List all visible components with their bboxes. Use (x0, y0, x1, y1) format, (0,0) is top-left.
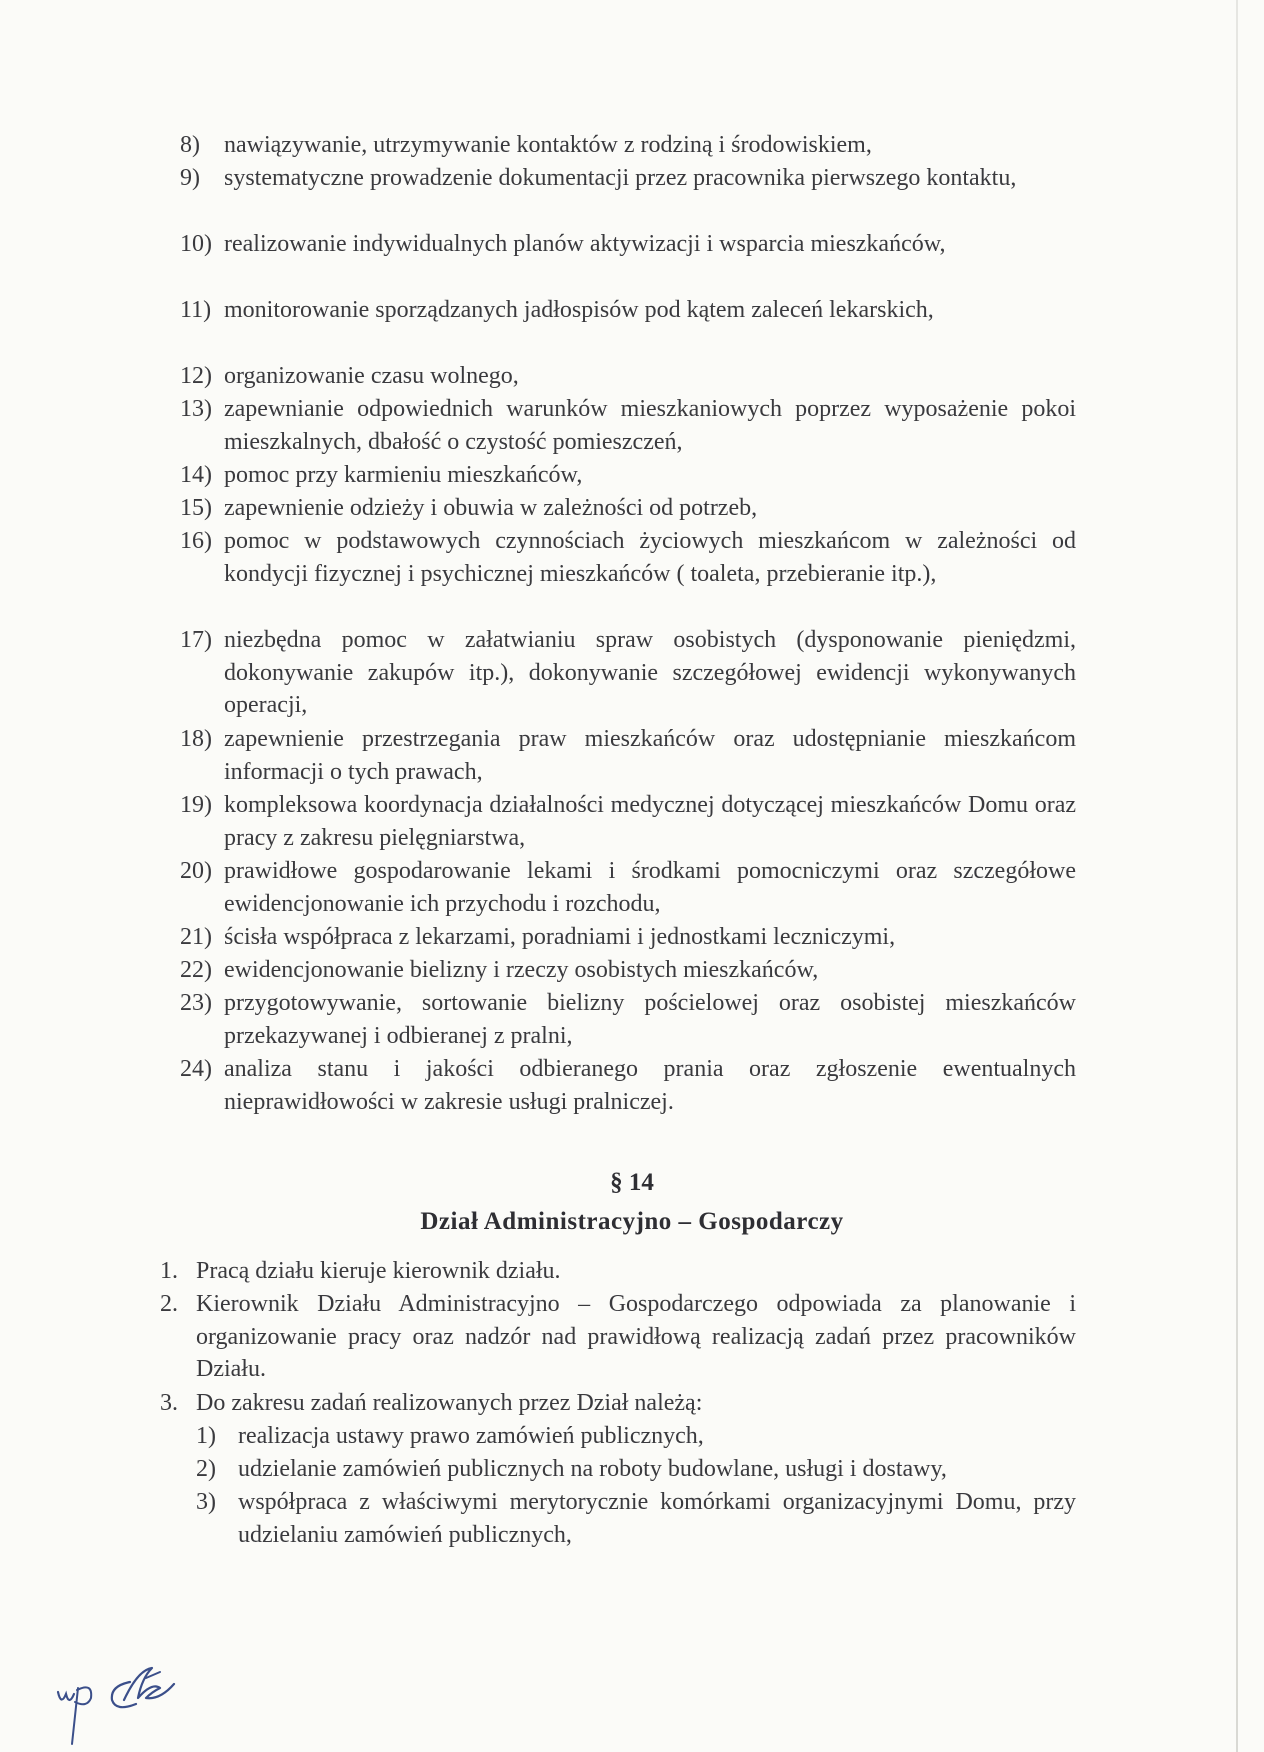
list-item (180, 360, 1076, 393)
list-item (180, 723, 1076, 789)
section-points (160, 1255, 1076, 1420)
list-item-text: przygotowywanie, sortowanie bielizny pościelowej oraz osobistej mieszkańców przekazywanej i odbieranej z pralni, (224, 990, 1076, 1049)
section-point-number: 1. (160, 1258, 178, 1284)
list-item-number: 15) (180, 495, 212, 521)
list-item-number: 23) (180, 990, 212, 1016)
list-item-number: 8) (180, 132, 200, 158)
subpoint-text: realizacja ustawy prawo zamówień publicznych, (238, 1423, 704, 1449)
list-item (180, 1053, 1076, 1119)
list-item (180, 294, 1076, 360)
list-item (180, 459, 1076, 492)
list-item-text: prawidłowe gospodarowanie lekami i środkami pomocniczymi oraz szczegółowe ewidencjonowanie ich przychodu i rozchodu, (224, 858, 1076, 917)
list-item (180, 393, 1076, 459)
list-item-text: zapewnienie odzieży i obuwia w zależności od potrzeb, (224, 495, 758, 521)
list-item-number: 16) (180, 528, 212, 554)
list-item-number: 13) (180, 396, 212, 422)
list-item-number: 17) (180, 627, 212, 653)
list-item (180, 162, 1076, 228)
list-item-text: kompleksowa koordynacja działalności medycznej dotyczącej mieszkańców Domu oraz pracy z zakresu pielęgniarstwa, (224, 792, 1076, 851)
list-item (180, 987, 1076, 1053)
list-item-number: 21) (180, 924, 212, 950)
section-number: § 14 (610, 1169, 654, 1196)
section-point (160, 1288, 1076, 1387)
list-item-text: realizowanie indywidualnych planów aktywizacji i wsparcia mieszkańców, (224, 231, 946, 257)
list-item-number: 19) (180, 792, 212, 818)
list-item (180, 525, 1076, 624)
list-item (180, 129, 1076, 162)
list-item (180, 624, 1076, 723)
subpoint (196, 1453, 1076, 1486)
list-item-number: 9) (180, 165, 200, 191)
handwritten-initials (52, 1660, 202, 1750)
list-item-number: 24) (180, 1056, 212, 1082)
list-item-text: systematyczne prowadzenie dokumentacji przez pracownika pierwszego kontaktu, (224, 165, 1017, 191)
list-item (180, 855, 1076, 921)
section-point-number: 2. (160, 1291, 178, 1317)
list-item-text: ewidencjonowanie bielizny i rzeczy osobistych mieszkańców, (224, 957, 819, 983)
list-item-number: 20) (180, 858, 212, 884)
section-point-text: Pracą działu kieruje kierownik działu. (196, 1258, 561, 1284)
subpoint-text: współpraca z właściwymi merytorycznie komórkami organizacyjnymi Domu, przy udzielaniu zamówień publicznych, (238, 1489, 1076, 1548)
list-item-text: zapewnianie odpowiednich warunków mieszkaniowych poprzez wyposażenie pokoi mieszkalnych, dbałość o czystość pomieszczeń, (224, 396, 1076, 455)
list-item-text: nawiązywanie, utrzymywanie kontaktów z rodziną i środowiskiem, (224, 132, 872, 158)
list-item-number: 11) (180, 297, 212, 323)
list-item-number: 18) (180, 726, 212, 752)
list-item-text: analiza stanu i jakości odbieranego prania oraz zgłoszenie ewentualnych nieprawidłowości w zakresie usługi pralniczej. (224, 1056, 1076, 1115)
subpoint (196, 1486, 1076, 1552)
list-item-text: niezbędna pomoc w załatwianiu spraw osobistych (dysponowanie pieniędzmi, dokonywanie zakupów itp.), dokonywanie szczegółowej ewidencji wykonywanych operacji, (224, 627, 1076, 718)
section-point (160, 1255, 1076, 1288)
list-item-number: 12) (180, 363, 212, 389)
list-item-number: 22) (180, 957, 212, 983)
list-item (180, 954, 1076, 987)
subpoint-number: 3) (196, 1489, 216, 1515)
list-item-number: 10) (180, 231, 212, 257)
section-title: Dział Administracyjno – Gospodarczy (420, 1208, 844, 1235)
list-item-text: zapewnienie przestrzegania praw mieszkańców oraz udostępnianie mieszkańcom informacji o tych prawach, (224, 726, 1076, 785)
list-item-text: pomoc przy karmieniu mieszkańców, (224, 462, 583, 488)
list-item-text: pomoc w podstawowych czynnościach życiowych mieszkańcom w zależności od kondycji fizycznej i psychicznej mieszkańców ( toaleta, przebieranie itp.), (224, 528, 1076, 587)
subpoint-number: 1) (196, 1423, 216, 1449)
list-item-text: organizowanie czasu wolnego, (224, 363, 519, 389)
section-point-number: 3. (160, 1390, 178, 1416)
subpoint-text: udzielanie zamówień publicznych na roboty budowlane, usługi i dostawy, (238, 1456, 947, 1482)
list-item (180, 921, 1076, 954)
list-item (180, 228, 1076, 294)
list-item (180, 492, 1076, 525)
task-list (180, 129, 1076, 1119)
list-item (180, 789, 1076, 855)
subpoint-number: 2) (196, 1456, 216, 1482)
section-point-text: Kierownik Działu Administracyjno – Gospodarczego odpowiada za planowanie i organizowanie pracy oraz nadzór nad prawidłową realizacją zadań przez pracowników Działu. (196, 1291, 1076, 1382)
list-item-number: 14) (180, 462, 212, 488)
list-item-text: monitorowanie sporządzanych jadłospisów pod kątem zaleceń lekarskich, (224, 297, 934, 323)
section-point-text: Do zakresu zadań realizowanych przez Dział należą: (196, 1390, 703, 1416)
list-item-text: ścisła współpraca z lekarzami, poradniami i jednostkami leczniczymi, (224, 924, 896, 950)
section-subpoints (196, 1420, 1076, 1552)
scan-edge (1236, 0, 1238, 1752)
section-point (160, 1387, 1076, 1420)
subpoint (196, 1420, 1076, 1453)
